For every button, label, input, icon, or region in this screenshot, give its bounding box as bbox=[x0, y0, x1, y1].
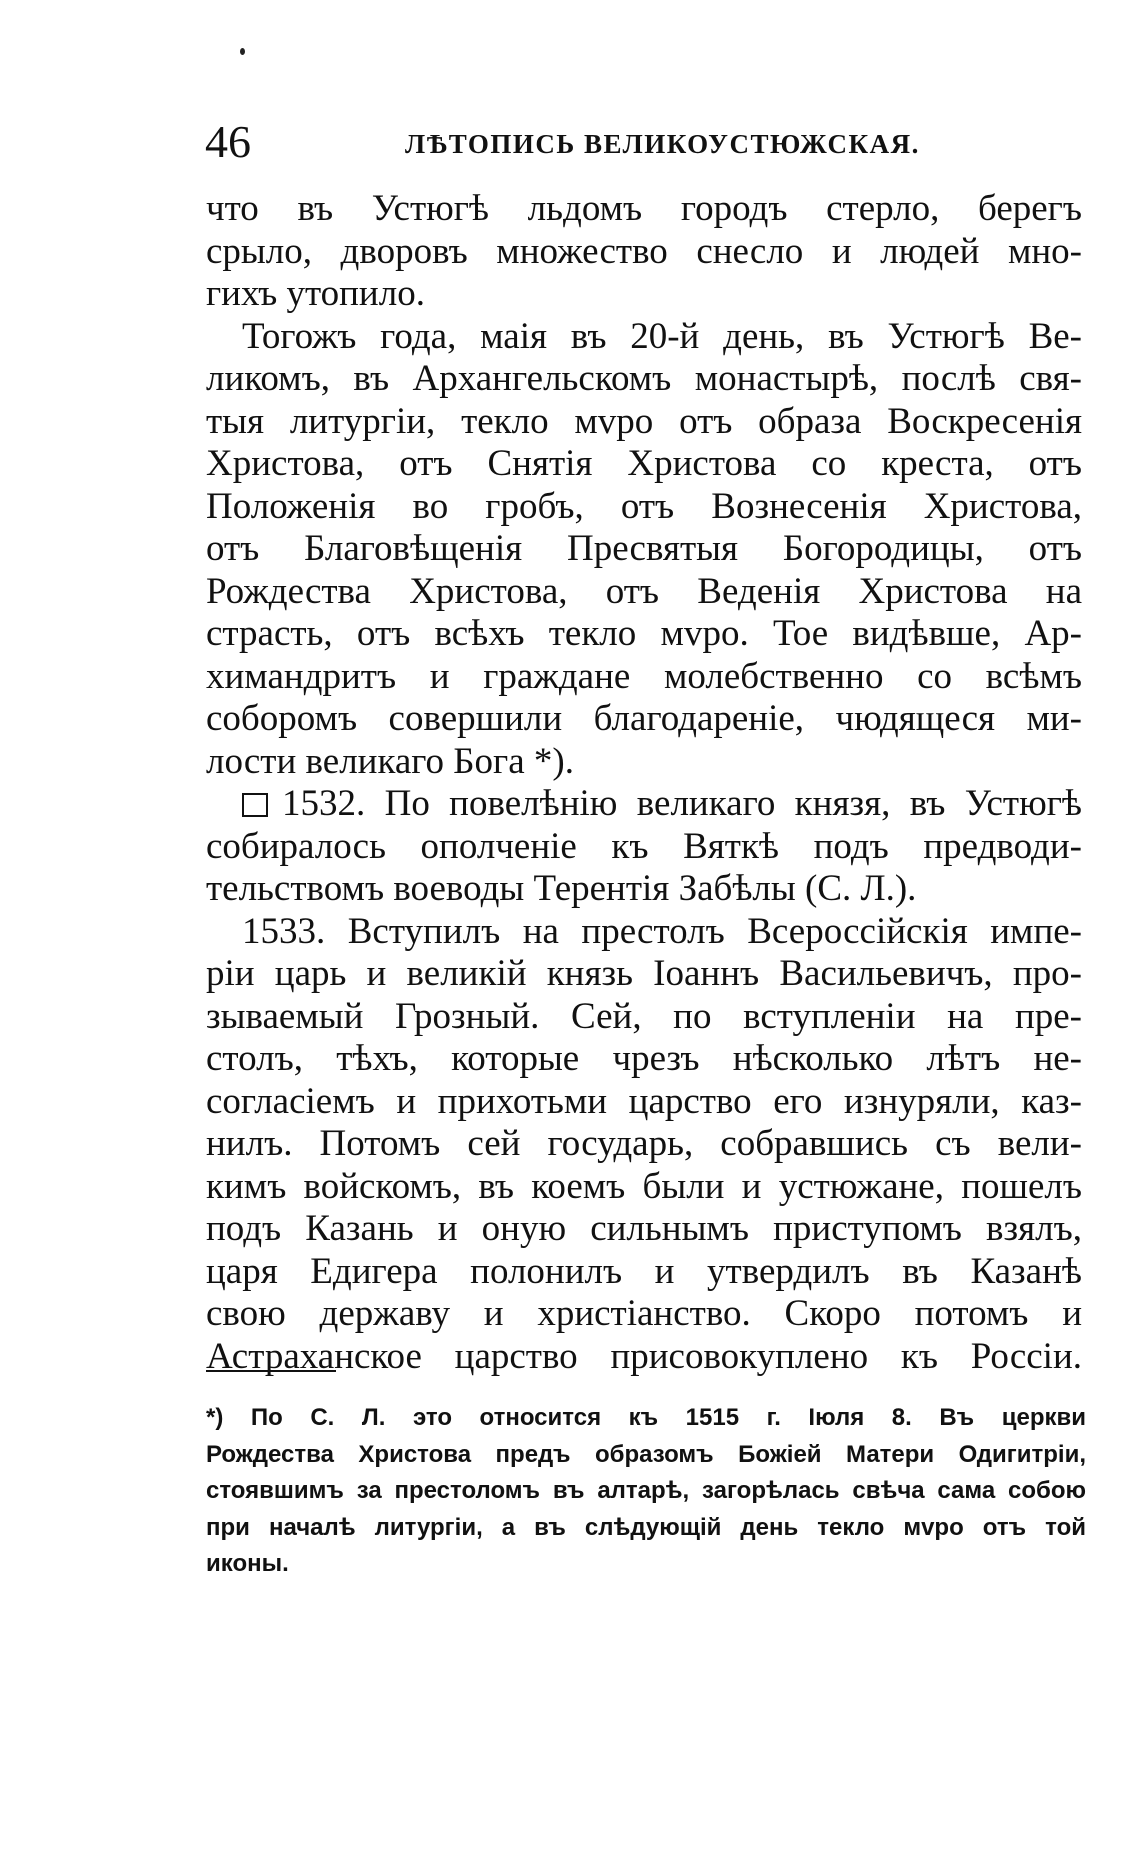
text-line: нилъ. Потомъ сей государь, собравшись съ вели- bbox=[206, 1123, 1082, 1164]
checkbox-icon bbox=[242, 793, 268, 817]
text-line: подъ Казань и оную сильнымъ приступомъ взялъ, bbox=[206, 1208, 1082, 1249]
text-line: гихъ утопило. bbox=[206, 273, 425, 314]
text-line: отъ Благовѣщенія Пресвятыя Богородицы, отъ bbox=[206, 528, 1082, 569]
text-line: свою державу и христіанство. Скоро потомъ и bbox=[206, 1293, 1082, 1334]
text-line: Христова, отъ Снятія Христова со креста, отъ bbox=[206, 443, 1082, 484]
text-line: Положенія во гробъ, отъ Вознесенія Христова, bbox=[206, 485, 1082, 527]
text-line: срыло, дворовъ множество снесло и людей мно- bbox=[206, 230, 1082, 272]
footnote-rule bbox=[206, 1370, 336, 1372]
footnote-line: при началѣ литургіи, а въ слѣдующій день текло мvро отъ той bbox=[206, 1513, 1086, 1541]
page-header bbox=[205, 112, 1085, 172]
text-line: кимъ войскомъ, въ коемъ были и устюжане, пошелъ bbox=[206, 1165, 1082, 1207]
text-line: столъ, тѣхъ, которые чрезъ нѣсколько лѣтъ не- bbox=[206, 1038, 1082, 1079]
text-line: что въ Устюгѣ льдомъ городъ стерло, берегъ bbox=[206, 188, 1082, 229]
print-speck bbox=[240, 48, 245, 55]
text-line: зываемый Грозный. Сей, по вступленіи на пре- bbox=[206, 995, 1082, 1037]
text-line: химандритъ и граждане молебственно со всѣмъ bbox=[206, 655, 1082, 697]
body-text bbox=[206, 188, 1082, 1378]
text-line: собиралось ополченіе къ Вяткѣ подъ предводи- bbox=[206, 825, 1082, 867]
text-line: Астраханское царство присовокуплено къ Россіи. bbox=[206, 1335, 1082, 1377]
running-title: ЛѢТОПИСЬ ВЕЛИКОУСТЮЖСКАЯ. bbox=[405, 129, 920, 159]
text-line: 1532. По повелѣнію великаго князя, въ Устюгѣ bbox=[282, 783, 1082, 824]
footnote-line: иконы. bbox=[206, 1550, 289, 1577]
text-line-with-marker bbox=[206, 783, 1082, 826]
page-number: 46 bbox=[205, 116, 251, 167]
footnote-line: Рождества Христова предъ образомъ Божіей Матери Одигитріи, bbox=[206, 1440, 1086, 1468]
text-line: ріи царь и великій князь Іоаннъ Васильевичъ, про- bbox=[206, 953, 1082, 994]
footnote bbox=[206, 1400, 1086, 1583]
text-line: согласіемъ и прихотьми царство его изнуряли, каз- bbox=[206, 1080, 1082, 1122]
text-line: Тогожъ года, маія въ 20-й день, въ Устюгѣ Ве- bbox=[242, 315, 1082, 357]
text-line: 1533. Вступилъ на престолъ Всероссійскія импе- bbox=[242, 910, 1082, 952]
text-line: соборомъ совершили благодареніе, чюдящеся ми- bbox=[206, 698, 1082, 739]
footnote-line: *) По С. Л. это относится къ 1515 г. Іюля 8. Въ церкви bbox=[206, 1404, 1086, 1431]
footnote-line: стоявшимъ за престоломъ въ алтарѣ, загорѣлась свѣча сама собою bbox=[206, 1477, 1086, 1504]
text-line: лости великаго Бога *). bbox=[206, 740, 574, 782]
text-line: страсть, отъ всѣхъ текло мvро. Тое видѣвше, Ар- bbox=[206, 613, 1082, 654]
text-line: тыя литургіи, текло мvро отъ образа Воскресенія bbox=[206, 400, 1082, 442]
text-line: ликомъ, въ Архангельскомъ монастырѣ, послѣ свя- bbox=[206, 358, 1082, 399]
text-line: Рождества Христова, отъ Веденія Христова на bbox=[206, 570, 1082, 612]
text-line: царя Едигера полонилъ и утвердилъ въ Казанѣ bbox=[206, 1250, 1082, 1292]
text-line: тельствомъ воеводы Терентія Забѣлы (С. Л.). bbox=[206, 868, 917, 909]
